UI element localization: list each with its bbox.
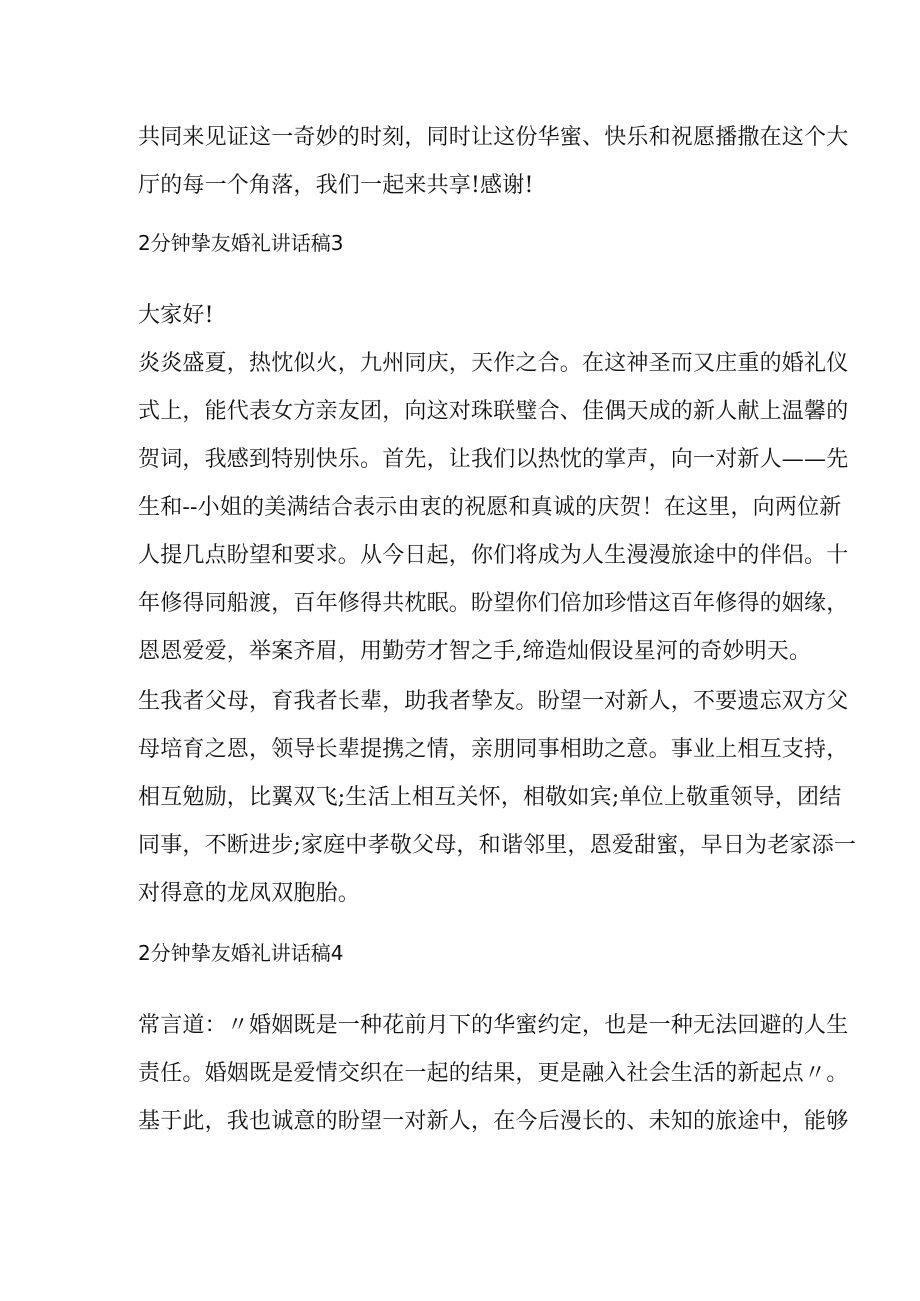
text-line: 恩恩爱爱，举案齐眉，用勤劳才智之手,缔造灿假设星河的奇妙明天。 [138, 639, 812, 664]
text-line: 对得意的龙凤双胞胎。 [138, 881, 361, 906]
text-line: 相互勉励，比翼双飞;生活上相互关怀，相敬如宾;单位上敬重领导，团结 [138, 785, 842, 810]
text-line: 人提几点盼望和要求。从今日起，你们将成为人生漫漫旅途中的伴侣。十 [138, 543, 849, 568]
text-line: 生我者父母，育我者长辈，助我者挚友。盼望一对新人，不要遗忘双方父 [138, 689, 849, 714]
section-heading: 2分钟挚友婚礼讲话稿3 [138, 231, 344, 255]
greeting-line: 大家好! [138, 303, 214, 328]
text-line: 常言道：〃婚姻既是一种花前月下的华蜜约定，也是一种无法回避的人生 [138, 1013, 849, 1038]
text-line: 共同来见证这一奇妙的时刻，同时让这份华蜜、快乐和祝愿播撒在这个大 [138, 125, 849, 150]
text-line: 基于此，我也诚意的盼望一对新人，在今后漫长的、未知的旅途中，能够 [138, 1109, 849, 1134]
text-line: 年修得同船渡，百年修得共枕眠。盼望你们倍加珍惜这百年修得的姻缘， [138, 591, 849, 616]
section-heading: 2分钟挚友婚礼讲话稿4 [138, 941, 344, 965]
text-line: 厅的每一个角落，我们一起来共享!感谢! [138, 173, 534, 198]
text-line: 母培育之恩，领导长辈提携之情，亲朋同事相助之意。事业上相互支持， [138, 737, 849, 762]
text-line: 同事，不断进步;家庭中孝敬父母，和谐邻里，恩爱甜蜜，早日为老家添一 [138, 833, 857, 858]
text-line: 贺词，我感到特别快乐。首先，让我们以热忱的掌声，向一对新人——先 [138, 447, 849, 472]
text-line: 式上，能代表女方亲友团，向这对珠联璧合、佳偶天成的新人献上温馨的 [138, 399, 849, 424]
text-line: 责任。婚姻既是爱情交织在一起的结果，更是融入社会生活的新起点〃。 [138, 1061, 849, 1086]
text-line: 炎炎盛夏，热忱似火，九州同庆，天作之合。在这神圣而又庄重的婚礼仪 [138, 351, 849, 376]
text-line: 生和--小姐的美满结合表示由衷的祝愿和真诚的庆贺！在这里，向两位新 [138, 495, 842, 520]
